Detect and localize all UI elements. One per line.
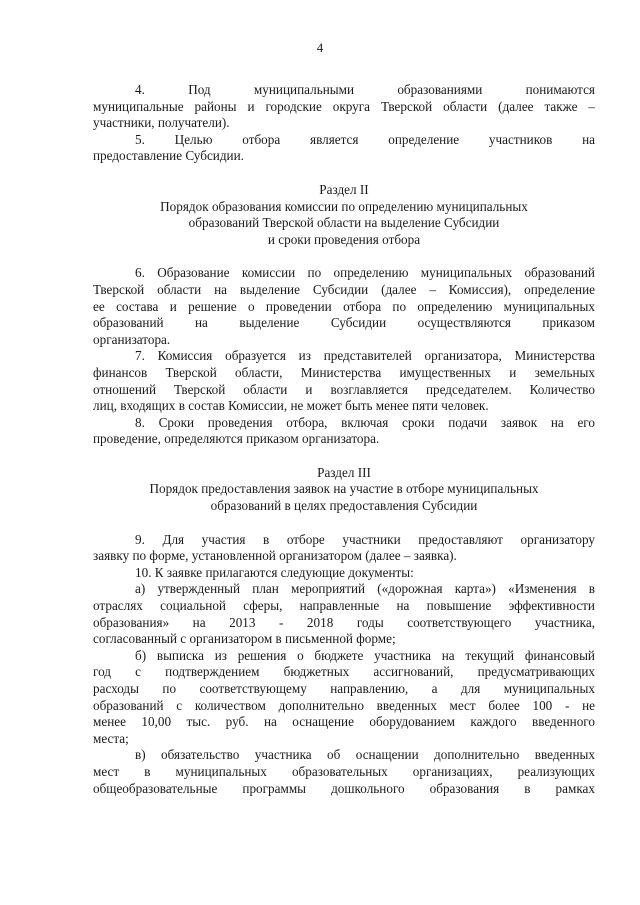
text-line: 5. Целью отбора является определение участников на — [135, 131, 595, 147]
section-header — [93, 182, 595, 248]
header-line: Порядок предоставления заявок на участие в отборе муниципальных — [149, 481, 539, 497]
text-line: образования» на 2013 - 2018 годы соответствующего участника, — [93, 614, 595, 630]
header-line: Раздел II — [319, 181, 369, 197]
text-line: предоставление Субсидии. — [93, 148, 244, 164]
text-line: общеобразовательные программы дошкольного образования в рамках — [93, 780, 595, 796]
text-line: 6. Образование комиссии по определению муниципальных образований — [135, 265, 595, 281]
text-line: лиц, входящих в состав Комиссии, не может быть менее пяти человек. — [93, 398, 489, 414]
text-line: 8. Сроки проведения отбора, включая сроки подачи заявок на его — [135, 414, 595, 430]
text-line: 7. Комиссия образуется из представителей организатора, Министерства — [135, 348, 595, 364]
document-body — [93, 82, 595, 797]
paragraph — [93, 132, 595, 165]
header-line: Порядок образования комиссии по определению муниципальных — [160, 198, 528, 214]
text-line: мест в муниципальных образовательных организациях, реализующих — [93, 763, 595, 779]
header-line: и сроки проведения отбора — [267, 231, 421, 247]
text-line: отраслях социальной сферы, направленные на повышение эффективности — [93, 598, 595, 614]
section-gap — [93, 515, 595, 532]
paragraph — [93, 82, 595, 132]
paragraph — [93, 415, 595, 448]
text-line: б) выписка из решения о бюджете участника на текущий финансовый — [135, 647, 595, 663]
text-line: год с подтверждением бюджетных ассигнований, предусматривающих — [93, 664, 595, 680]
text-line: Тверской области на выделение Субсидии (далее – Комиссия), определение — [93, 281, 595, 297]
paragraph — [93, 747, 595, 797]
header-line: образований в целях предоставления Субсидии — [210, 498, 478, 514]
paragraph — [93, 532, 595, 565]
section-header — [93, 465, 595, 515]
text-line: 10. К заявке прилагаются следующие документы: — [135, 564, 414, 580]
header-line: образований Тверской области на выделение Субсидии — [188, 215, 500, 231]
paragraph — [93, 348, 595, 414]
paragraph — [93, 581, 595, 647]
text-line: а) утвержденный план мероприятий («дорожная карта») «Изменения в — [135, 581, 595, 597]
text-line: образований на выделение Субсидии осуществляются приказом — [93, 315, 595, 331]
text-line: согласованный с организатором в письменной форме; — [93, 631, 396, 647]
text-line: муниципальные районы и городские округа Тверской области (далее также – — [93, 98, 595, 114]
section-gap — [93, 248, 595, 265]
text-line: менее 10,00 тыс. руб. на оснащение оборудованием каждого введенного — [93, 714, 595, 730]
text-line: заявку по форме, установленной организатором (далее – заявка). — [93, 548, 457, 564]
text-line: участники, получатели). — [93, 115, 230, 131]
text-line: 4. Под муниципальными образованиями понимаются — [135, 82, 595, 97]
section-gap — [93, 165, 595, 182]
header-line: Раздел III — [317, 464, 371, 480]
text-line: места; — [93, 730, 129, 746]
section-gap — [93, 448, 595, 465]
paragraph — [93, 265, 595, 348]
text-line: расходы по соответствующему направлению, а для муниципальных — [93, 681, 595, 696]
page-number: 4 — [316, 40, 324, 55]
text-line: в) обязательство участника об оснащении дополнительно введенных — [135, 747, 595, 763]
text-line: 9. Для участия в отборе участники предоставляют организатору — [135, 531, 595, 547]
text-line: отношений Тверской области и возглавляется председателем. Количество — [93, 381, 595, 397]
paragraph — [93, 565, 595, 582]
text-line: ее состава и решение о проведении отбора по определению муниципальных — [93, 298, 595, 314]
text-line: проведение, определяются приказом организатора. — [93, 431, 380, 447]
text-line: организатора. — [93, 331, 171, 347]
text-line: финансов Тверской области, Министерства имущественных и земельных — [93, 364, 595, 380]
text-line: образований с количеством дополнительно введенных мест более 100 - не — [93, 697, 595, 713]
paragraph — [93, 648, 595, 748]
